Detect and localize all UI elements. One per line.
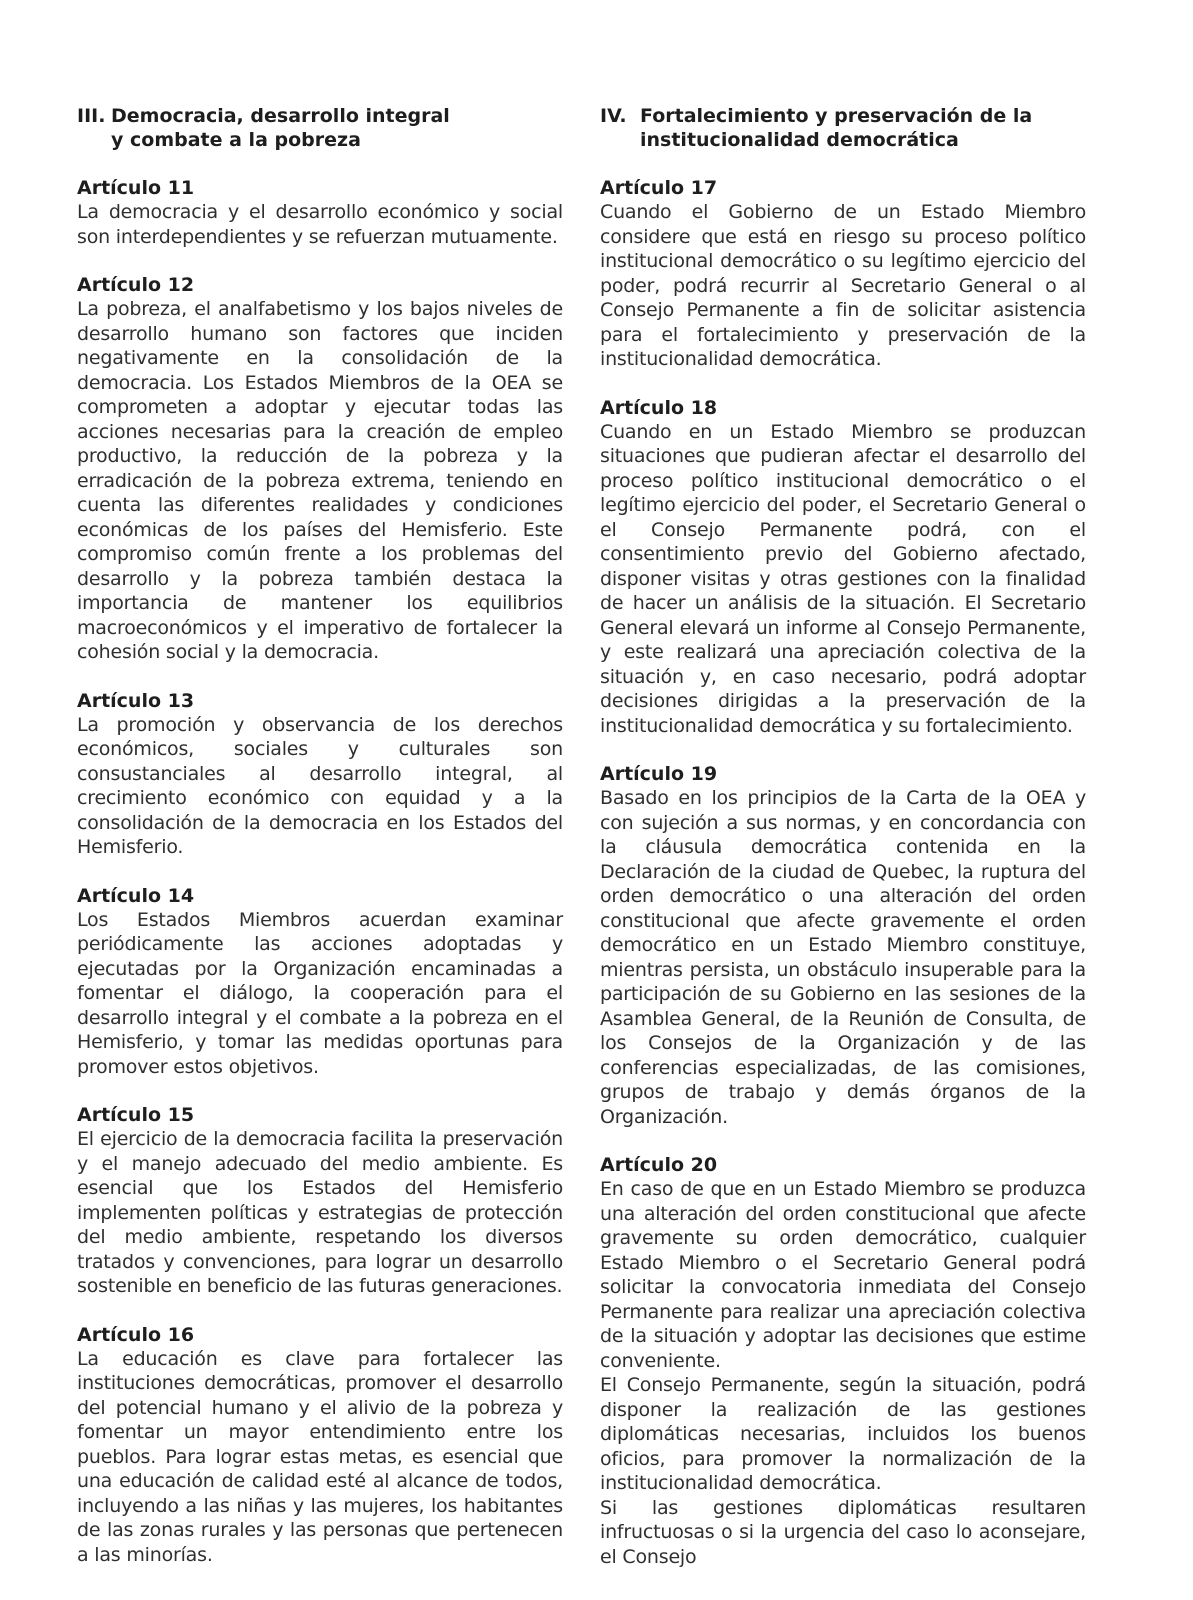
article-text: El Consejo Permanente, según la situación, podrá disponer la realización de las gestiones diplomáticas necesarias, incluidos los buenos oficios, para promover la normalización de la institucionalidad democrática.: [600, 1374, 1086, 1494]
article-12: [77, 273, 563, 665]
article-text: La educación es clave para fortalecer las instituciones democráticas, promover el desarrollo del potencial humano y el alivio de la pobreza y fomentar un mayor entendimiento entre los pueblos. Para lograr estas metas, es esencial que una educación de calidad esté al alcance de todos, incluyendo a las niñas y las mujeres, los habitantes de las zonas rurales y las personas que pertenecen a las minorías.: [77, 1347, 563, 1566]
section-number: III.: [77, 105, 106, 127]
article-20: [600, 1153, 1086, 1569]
article-title: Artículo 17: [600, 177, 718, 199]
article-14: [77, 884, 563, 1080]
right-column: [600, 104, 1086, 1593]
article-text: La promoción y observancia de los derechos económicos, sociales y culturales son consustanciales al desarrollo integral, al crecimiento económico con equidad y a la consolidación de la democracia en los Estados del Hemisferio.: [77, 713, 563, 858]
section-title-line-2: y combate a la pobreza: [111, 129, 361, 151]
article-text: Si las gestiones diplomáticas resultaren infructuosas o si la urgencia del caso lo aconsejare, el Consejo: [600, 1496, 1086, 1568]
section-heading-iv: [600, 104, 1086, 152]
article-13: [77, 689, 563, 860]
section-title: [111, 104, 563, 152]
article-text: Cuando el Gobierno de un Estado Miembro considere que está en riesgo su proceso político institucional democrático o su legítimo ejercicio del poder, podrá recurrir al Secretario General o al Consejo Permanente a fin de solicitar asistencia para el fortalecimiento y preservación de la institucionalidad democrática.: [600, 201, 1086, 370]
article-title: Artículo 16: [77, 1323, 195, 1346]
left-column: [77, 104, 563, 1591]
article-text: Cuando en un Estado Miembro se produzcan situaciones que pudieran afectar el desarrollo del proceso político institucional democrático o el legítimo ejercicio del poder, el Secretario General o el Consejo Permanente podrá, con el consentimiento previo del Gobierno afectado, disponer visitas y otras gestiones con la finalidad de hacer un análisis de la situación. El Secretario General elevará un informe al Consejo Permanente, y este realizará una apreciación colectiva de la situación y, en caso necesario, podrá adoptar decisiones dirigidas a la preservación de la institucionalidad democrática y su fortalecimiento.: [600, 420, 1086, 737]
article-text: La pobreza, el analfabetismo y los bajos niveles de desarrollo humano son factores que inciden negativamente en la consolidación de la democracia. Los Estados Miembros de la OEA se comprometen a adoptar y ejecutar todas las acciones necesarias para la creación de empleo productivo, la reducción de la pobreza y la erradicación de la pobreza extrema, teniendo en cuenta las diferentes realidades y condiciones económicas de los países del Hemisferio. Este compromiso común frente a los problemas del desarrollo y la pobreza también destaca la importancia de mantener los equilibrios macroeconómicos y el imperativo de fortalecer la cohesión social y la democracia.: [77, 298, 563, 663]
article-title: Artículo 13: [77, 689, 195, 712]
article-title: Artículo 11: [77, 177, 195, 199]
article-17: [600, 176, 1086, 372]
article-19: [600, 762, 1086, 1129]
section-title-line-2: institucionalidad democrática: [640, 129, 959, 151]
section-number: IV.: [600, 105, 627, 127]
article-title: Artículo 19: [600, 763, 718, 785]
section-heading-iii: [77, 104, 563, 152]
article-18: [600, 396, 1086, 739]
article-title: Artículo 15: [77, 1104, 195, 1126]
article-16: [77, 1323, 563, 1568]
section-title: [640, 104, 1086, 152]
article-title: Artículo 14: [77, 884, 195, 907]
article-text: La democracia y el desarrollo económico y social son interdependientes y se refuerzan mutuamente.: [77, 201, 563, 248]
article-text: El ejercicio de la democracia facilita la preservación y el manejo adecuado del medio ambiente. Es esencial que los Estados del Hemisferio implementen políticas y estrategias de protección del medio ambiente, respetando los diversos tratados y convenciones, para lograr un desarrollo sostenible en beneficio de las futuras generaciones.: [77, 1128, 563, 1297]
article-11: [77, 176, 563, 249]
article-text: Los Estados Miembros acuerdan examinar periódicamente las acciones adoptadas y ejecutadas por la Organización encaminadas a fomentar el diálogo, la cooperación para el desarrollo integral y el combate a la pobreza en el Hemisferio, y tomar las medidas oportunas para promover estos objetivos.: [77, 908, 563, 1078]
article-title: Artículo 12: [77, 274, 195, 296]
article-title: Artículo 20: [600, 1154, 718, 1176]
article-15: [77, 1103, 563, 1299]
article-text: Basado en los principios de la Carta de la OEA y con sujeción a sus normas, y en concordancia con la cláusula democrática contenida en la Declaración de la ciudad de Quebec, la ruptura del orden democrático o una alteración del orden constitucional que afecte gravemente el orden democrático en un Estado Miembro constituye, mientras persista, un obstáculo insuperable para la participación de su Gobierno en las sesiones de la Asamblea General, de la Reunión de Consulta, de los Consejos de la Organización y de las conferencias especializadas, de las comisiones, grupos de trabajo y demás órganos de la Organización.: [600, 787, 1086, 1128]
section-title-line-1: Democracia, desarrollo integral: [111, 105, 450, 127]
article-text: En caso de que en un Estado Miembro se produzca una alteración del orden constitucional que afecte gravemente su orden democrático, cualquier Estado Miembro o el Secretario General podrá solicitar la convocatoria inmediata del Consejo Permanente para realizar una apreciación colectiva de la situación y adoptar las decisiones que estime conveniente.: [600, 1178, 1086, 1372]
section-title-line-1: Fortalecimiento y preservación de la: [640, 105, 1033, 127]
article-title: Artículo 18: [600, 396, 718, 419]
